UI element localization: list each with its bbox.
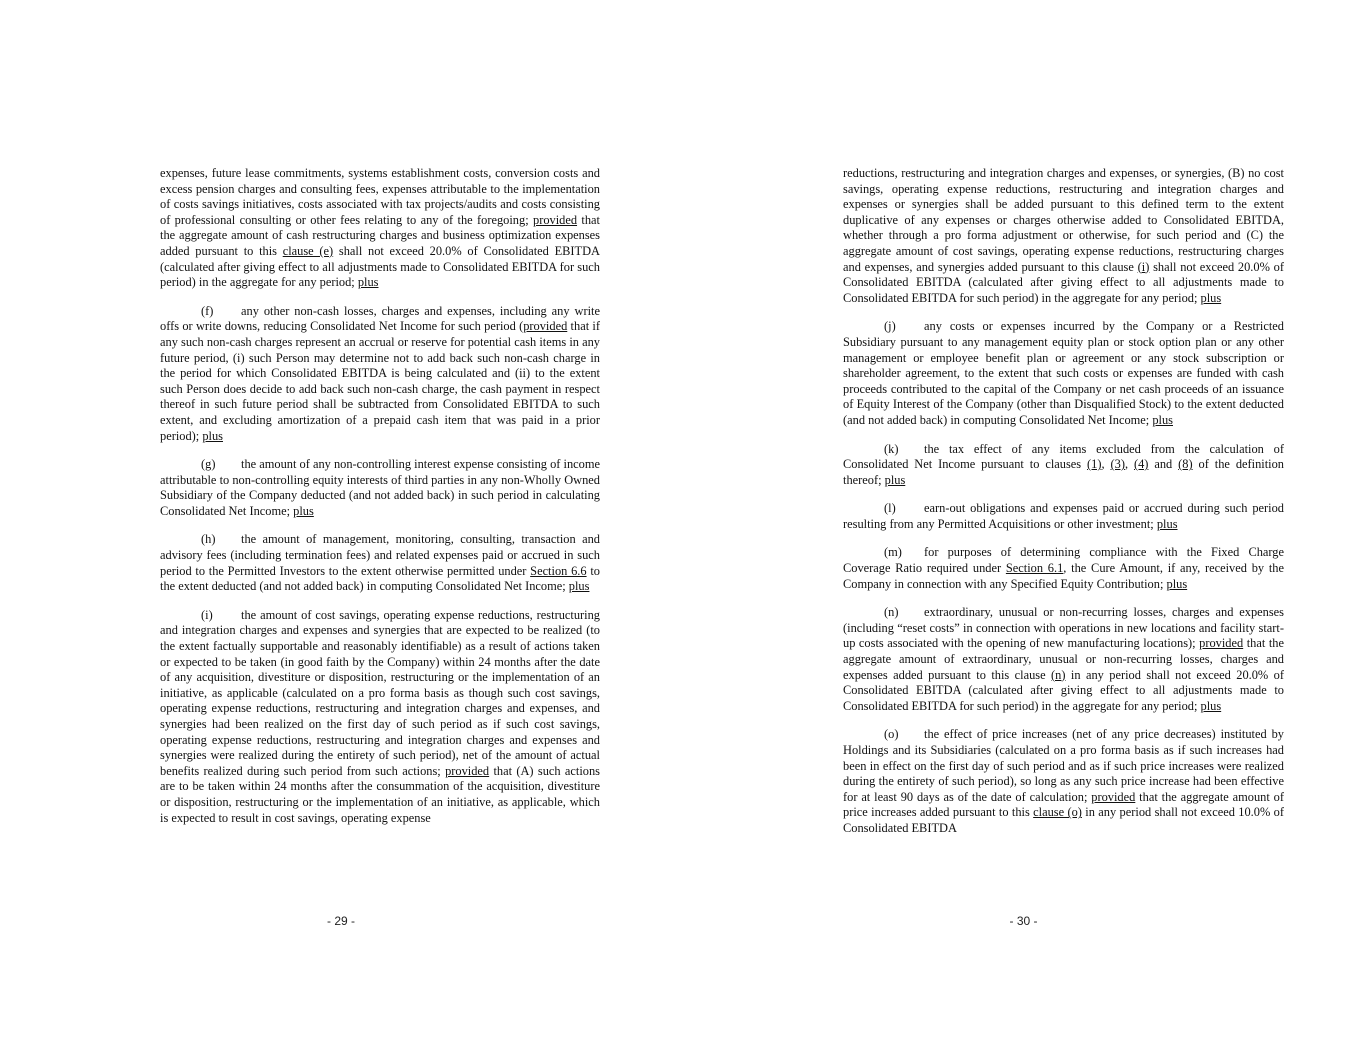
page-30-text-column (843, 166, 1284, 850)
run: shall not exceed 20.0% of Consolidated EBITDA (calculated after giving effect to all adjustments made to Consolidated EBITDA for such period) in the aggregate for any period; (843, 259, 1284, 305)
paragraph-i (160, 608, 600, 826)
plus-term: plus (1166, 576, 1188, 591)
page-29-text-column (160, 166, 600, 839)
clause-reference: (8) (1178, 457, 1193, 472)
plus-term: plus (357, 275, 379, 290)
page-29 (0, 0, 682, 1055)
page-number: - 30 - (1009, 914, 1038, 928)
run: any other non-cash losses, charges and expenses, including any write offs or write downs, reducing Consolidated Net Income for such period ( (160, 303, 600, 334)
clause-label: (k) (884, 441, 899, 456)
run: reductions, restructuring and integration charges and expenses, or synergies, (B) no cost savings, operating expense reductions, restructuring and integration charges and expenses or synergies shall be added pursuant to this defined term to the extent duplicative of any expenses or charges otherwise added to Consolidated EBITDA, whether through a pro forma adjustment or otherwise, for such period and (C) the aggregate amount of cost savings, operating expense reductions, restructuring charges and expenses, and synergies added pursuant to this clause (843, 166, 1284, 274)
clause-reference: clause (o) (1033, 805, 1082, 820)
clause-label: (m) (884, 545, 902, 560)
paragraph-k (843, 442, 1284, 489)
run: in any period shall not exceed 20.0% of Consolidated EBITDA (calculated after giving effect to all adjustments made to Consolidated EBITDA for such period) in the aggregate for any period; (843, 667, 1284, 713)
run: shall not exceed 20.0% of Consolidated EBITDA (calculated after giving effect to all adjustments made to Consolidated EBITDA for such period) in the aggregate for any period; (160, 243, 600, 290)
run: and (1148, 457, 1179, 472)
clause-reference: (4) (1133, 457, 1149, 472)
paragraph-m (843, 545, 1284, 592)
plus-term: plus (1200, 698, 1222, 713)
paragraph-l (843, 501, 1284, 532)
paragraph-o (843, 727, 1284, 836)
clause-label: (n) (884, 605, 899, 620)
clause-reference: (3) (1110, 457, 1125, 472)
plus-term: plus (1200, 290, 1222, 305)
run: for purposes of determining compliance with the Fixed Charge Coverage Ratio required under (843, 545, 1284, 576)
run: that the aggregate amount of extraordinary, unusual or non-recurring losses, charges and expenses added pursuant to this clause (843, 636, 1284, 682)
clause-label: (h) (201, 532, 216, 547)
run: , (1124, 457, 1134, 472)
paragraph-n (843, 605, 1284, 714)
plus-term: plus (293, 503, 314, 518)
provided-term: provided (445, 763, 490, 778)
plus-term: plus (1152, 412, 1173, 427)
run: the amount of any non-controlling interest expense consisting of income attributable to non-controlling equity interests of third parties in any non-Wholly Owned Subsidiary of the Company deducted (and not added back) in such period in calculating Consolidated Net Income; (160, 457, 600, 518)
clause-reference: (1) (1087, 457, 1102, 472)
section-reference: Section 6.6 (530, 563, 587, 578)
paragraph-h (160, 532, 600, 594)
paragraph-i-continued (843, 166, 1284, 306)
run: in any period shall not exceed 10.0% of Consolidated EBITDA (843, 805, 1284, 835)
provided-term: provided (523, 319, 568, 334)
clause-label: (l) (884, 501, 896, 516)
run: the amount of cost savings, operating expense reductions, restructuring and integration charges and expenses and synergies that are expected to be realized (to the extent factually supportable and reasonably identifiable) as a result of actions taken or expected to be taken (in good faith by the Company) within 24 months after the date of any acquisition, divestiture or disposition, restructuring or the implementation of an initiative, as applicable (calculated on a pro forma basis as though such cost savings, operating expense reductions, restructuring and integration charges and expenses, and synergies had been realized on the first day of such period as if such cost savings, operating expense reductions, restructuring and integration charges and expenses and synergies were realized during the entirety of such period), net of the amount of actual benefits realized during such period from such actions; (160, 607, 600, 778)
clause-label: (o) (884, 727, 899, 742)
run: the effect of price increases (net of any price decreases) instituted by Holdings and its Subsidiaries (calculated on a pro forma basis as if such increases had been in effect on the first day of such period and as if such price increases were realized during the entirety of such period), so long as any such price increase had been effective for at least 90 days as of the date of calculation; (843, 727, 1284, 804)
paragraph-j (843, 319, 1284, 428)
paragraph-e-continued (160, 166, 600, 291)
run: that the aggregate amount of cash restructuring charges and business optimization expenses added pursuant to this (160, 212, 600, 258)
paragraph-g (160, 457, 600, 519)
run: that (A) such actions are to be taken within 24 months after the consummation of the acquisition, divestiture or disposition, restructuring or the implementation of an initiative, as applicable, which is expected to result in cost savings, operating expense (160, 763, 601, 825)
clause-label: (j) (884, 319, 896, 334)
run: , the Cure Amount, if any, received by the Company in connection with any Specified Equity Contribution; (843, 561, 1284, 591)
run: extraordinary, unusual or non-recurring losses, charges and expenses (including “reset costs” in connection with operations in new locations and facility start-up costs associated with the opening of new manufacturing locations); (843, 605, 1284, 651)
provided-term: provided (1199, 636, 1244, 651)
page-number: - 29 - (326, 914, 355, 928)
run: , (1101, 457, 1111, 472)
plus-term: plus (884, 472, 906, 487)
clause-label: (i) (201, 607, 213, 622)
provided-term: provided (533, 212, 578, 227)
plus-term: plus (1156, 516, 1178, 531)
section-reference: Section 6.1 (1005, 561, 1064, 576)
clause-reference: (n) (1051, 667, 1066, 682)
run: to the extent deducted (and not added back) in computing Consolidated Net Income; (160, 563, 600, 594)
run: earn-out obligations and expenses paid or accrued during such period resulting from any Permitted Acquisitions or other investment; (843, 501, 1284, 531)
plus-term: plus (202, 428, 223, 443)
run: the amount of management, monitoring, consulting, transaction and advisory fees (including termination fees) and related expenses paid or accrued in such period to the Permitted Investors to the extent otherwise permitted under (160, 532, 600, 578)
run: of the definition thereof; (843, 457, 1284, 487)
clause-reference: (i) (1137, 259, 1150, 274)
run: expenses, future lease commitments, systems establishment costs, conversion costs and excess pension charges and consulting fees, expenses attributable to the implementation of costs savings initiatives, costs associated with tax projects/audits and costs consisting of professional consulting or other fees relating to any of the foregoing; (160, 166, 600, 227)
run: that if any such non-cash charges represent an accrual or reserve for potential cash items in any future period, (i) such Person may determine not to add back such non-cash charge in the period for which Consolidated EBITDA is being calculated and (ii) to the extent such Person does decide to add back such non-cash charge, the cash payment in respect thereof in such future period shall be subtracted from Consolidated EBITDA to such extent, and excluding amortization of a prepaid cash item that was paid in a prior period); (160, 319, 600, 443)
run: any costs or expenses incurred by the Company or a Restricted Subsidiary pursuant to any management equity plan or stock option plan or any other management or employee benefit plan or agreement or any stock subscription or shareholder agreement, to the extent that such costs or expenses are funded with cash proceeds contributed to the capital of the Company or net cash proceeds of an issuance of Equity Interest of the Company (other than Disqualified Stock) to the extent deducted (and not added back) in computing Consolidated Net Income; (843, 319, 1284, 427)
clause-reference: clause (e) (282, 243, 334, 258)
paragraph-f (160, 304, 600, 444)
run: that the aggregate amount of price increases added pursuant to this (843, 789, 1284, 820)
provided-term: provided (1091, 789, 1136, 804)
page-30 (682, 0, 1365, 1055)
clause-label: (g) (201, 457, 216, 472)
plus-term: plus (568, 579, 590, 594)
clause-label: (f) (201, 303, 214, 318)
run: the tax effect of any items excluded from the calculation of Consolidated Net Income pursuant to clauses (843, 441, 1284, 472)
